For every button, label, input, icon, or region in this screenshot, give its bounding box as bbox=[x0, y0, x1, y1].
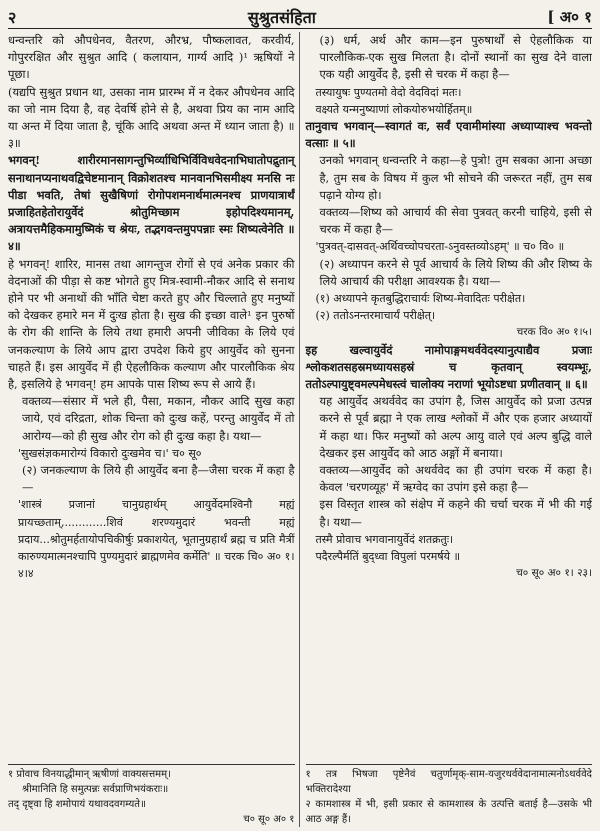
sanskrit-verse: तानुवाच भगवान्—स्वागतं वः, सर्वं एवामीमांस्या अध्याप्याश्च भवन्तो वत्साः ॥ ५॥ bbox=[305, 119, 592, 151]
paragraph: (२) अध्यापन करने से पूर्व आचार्य के लिये शिष्य की और शिष्य के लिये आचार्य की परीक्षा आवश्यक है। यथा— bbox=[319, 256, 592, 288]
footnotes bbox=[306, 760, 593, 827]
footnote-divider bbox=[306, 764, 593, 765]
footnotes bbox=[8, 760, 295, 827]
paragraph: इस विस्तृत शास्त्र को संक्षेप में कहने की चर्चा चरक में भी की गई है। यथा— bbox=[319, 497, 592, 529]
quotation: पदैरल्पैर्मतिं बुद्ध्वा विपुलां परमर्षये ॥ bbox=[315, 550, 461, 564]
footnote-line: श्रीमानिति हि समुत्पन्नः सर्वप्राणिभयंकराः॥ bbox=[22, 784, 169, 795]
footnote-line: १ तत्र भिषजा पृष्टेनैवं चतुर्णामृक्-साम-यजुरथर्ववेदानामात्मनोऽथर्ववेदे भक्तिरादेश्या bbox=[305, 769, 592, 795]
sanskrit-verse: इह खल्वायुर्वेदं नामोपाङ्गमथर्ववेदस्यानुत्पाद्यैव प्रजाः श्लोकशतसहस्रमध्यायसहस्रं च कृतवान् स्वयम्भूः, ततोऽल्पायुष्ट्वमल्पमेधस्त्वं चालोक्य नराणां भूयोऽष्टधा प्रणीतवान् ॥ ६॥ bbox=[305, 342, 592, 392]
footnote-divider bbox=[8, 764, 295, 765]
footnote-reference: च० सू० अ० १ bbox=[243, 814, 295, 825]
paragraph: धन्वन्तरि को औपधेनव, वैतरण, औरभ्र, पौष्कलावत, करवीर्य, गोपुररक्षित और सुश्रुत आदि ( कलायान, गार्ग्य आदि )¹ ऋषियों ने पूछा। bbox=[8, 33, 295, 82]
paragraph: (२) जनकल्याण के लिये ही आयुर्वेद बना है—जैसा चरक में कहा है— bbox=[22, 463, 295, 495]
quotation: 'शास्त्रं प्रजानां चानुग्रहार्थम् आयुर्वेदमश्विनौ मह्यं प्रायच्छताम्,............शिवं शरण्यमुदारं भवन्ती मह्यं प्रदाय...श्रोतुमर्हतायोपचिकीर्षुः प्रकाशयेत्, भूतानुग्रहार्थं ब्रह्म च प्रति मैत्रीं कारुण्यमात्मनश्चापि पुण्यमुदारं ब्राह्मणमेव कर्मेति' ॥ चरक चि० अ० १।४।४ bbox=[18, 498, 295, 581]
paragraph: उनको भगवान् धन्वन्तरि ने कहा—हे पुत्रो! तुम सबका आना अच्छा है, तुम सब के विषय में कुल भी सोचने की जरूरत नहीं, तुम सब पढ़ाने योग्य हो। bbox=[319, 153, 592, 202]
paragraph: (यद्यपि सुश्रुत प्रधान था, उसका नाम प्रारम्भ में न देकर औपधेनव आदि का जो नाम दिया है, वह देवर्षि होने से है, अथवा प्रिय का नाम आदि या अन्त में दिया जाता है, चूंकि आदि अथवा अन्त में ध्यान जाता है) ॥ ३॥ bbox=[8, 84, 295, 151]
paragraph: वक्तव्य—संसार में भले ही, पैसा, मकान, नौकर आदि सुख कहा जाये, एवं दरिद्रता, शोक चिन्ता को दुःख कहें, परन्तु आयुर्वेद में तो आरोग्य—को ही सुख और रोग को ही दुःख कहा है। यथा— bbox=[22, 394, 295, 443]
quotation: तस्यायुषः पुण्यतमो वेदो वेदविदां मतः। bbox=[315, 85, 462, 99]
footnote-line: तद् दृष्ट्वा हि शमोपायं यथावदवगम्यते॥ bbox=[8, 799, 146, 810]
book-title: सुश्रुतसंहिता bbox=[247, 8, 316, 27]
two-column-body bbox=[8, 32, 592, 827]
paragraph: यह आयुर्वेद अथर्ववेद का उपांग है, जिस आयुर्वेद को प्रजा उत्पन्न करने से पूर्व ब्रह्मा ने एक लाख श्लोकों में और एक हजार अध्यायों में कहा था। फिर मनुष्यों को अल्प आयु वाले एवं अल्प बुद्धि वाले देखकर इस आयुर्वेद को आठ अङ्गों में बनाया। bbox=[319, 394, 592, 460]
footnote-line: १ प्रोवाच विनयाद्धीमान् ऋषीणां वाक्यसत्तमम्। bbox=[8, 769, 171, 780]
chapter-label: [ अ० १ bbox=[547, 8, 592, 26]
quotation: तस्मै प्रोवाच भगवानायुर्वेदं शतक्रतुः। bbox=[315, 532, 454, 546]
quotation: (१) अध्यापने कृतबुद्धिराचार्यः शिष्य-मेवादितः परीक्षेत। bbox=[315, 292, 526, 306]
left-column bbox=[8, 32, 299, 827]
citation: च० सू० अ० १। २३। bbox=[516, 567, 592, 580]
footnote-line: २ कामशास्त्र में भी, इसी प्रकार से कामशास्त्र के उत्पत्ति बताई है—उसके भी आठ अङ्ग हैं। bbox=[305, 799, 592, 825]
quotation: 'सुखसंज्ञकमारोग्यं विकारो दुःखमेव च।' च० सू० bbox=[18, 446, 202, 460]
paragraph: वक्तव्य—आयुर्वेद को अथर्ववेद का ही उपांग चरक में कहा है। केवल 'चरणव्यूह' में ऋग्वेद का उपांग इसे कहा है— bbox=[319, 463, 592, 495]
sanskrit-verse: भगवन्! शारीरमानसागन्तुभिर्व्याधिभिर्विविधवेदनाभिघातोपद्रुतान् सनाथानप्यनाथवद्विचेष्टमानान् विक्रोशतश्च मानवानभिसमीक्ष्य मनसि नः पीडा भवति, तेषां सुखैषिणां रोगोपशमनार्थमात्मनश्च प्राणयात्रार्थं प्रजाहितहेतोरायुर्वेदं श्रोतुमिच्छाम इहोपदिश्यमानम्, अत्रायत्तमैहिकमामुष्मिकं च श्रेयः, तद्भगवन्तमुपपन्नाः स्मः शिष्यत्वेनेति ॥ ४॥ bbox=[8, 153, 295, 254]
quotation: 'पुत्रवत्-दासवत्-अर्थिवच्चोपचरता-ऽनुवस्तव्योऽहम्' ॥ च० वि० ॥ bbox=[315, 240, 565, 254]
paragraph: वक्तव्य—शिष्य को आचार्य की सेवा पुत्रवत् करनी चाहिये, इसी से चरक में कहा है— bbox=[319, 205, 592, 237]
right-column bbox=[299, 32, 593, 827]
quotation: (२) ततोऽनन्तरमाचार्यं परीक्षेत्। bbox=[315, 309, 436, 323]
paragraph: (३) धर्म, अर्थ और काम—इन पुरुषार्थों से ऐहलौकिक या पारलौकिक-एक सुख मिलता है। दोनों स्थानों का सुख देने वाला एक यही आयुर्वेद है, इसी से चरक में कहा है— bbox=[319, 33, 592, 82]
page-header bbox=[8, 6, 592, 29]
citation: चरक वि० अ० १।५। bbox=[516, 326, 592, 339]
quotation: वक्ष्यते यन्मनुष्याणां लोकयोरुभयोर्हितम्॥ bbox=[315, 102, 473, 116]
paragraph: हे भगवन्! शारिर, मानस तथा आगन्तुज रोगों से एवं अनेक प्रकार की वेदनाओं की पीड़ा से कष्ट भोगते हुए मित्र-स्वामी-नौकर आदि से सनाथ होने पर भी अनाथों की भाँति चेष्टा करते हुए और चिल्लाते हुए मनुष्यों को देखकर हमारे मन में दुःख होता है। सुख की इच्छा वाले¹ इन पुरुषों के रोग की शान्ति के लिये तथा हमारी अपनी जीविका के लिये एवं जनकल्याण के लिये आप द्वारा उपदेश किये हुए आयुर्वेद को सुनना चाहते हैं। इस आयुर्वेद में ही ऐहलौकिक कल्याण और पारलौकिक श्रेय है, इसलिये हे भगवन्! हम आपके पास शिष्य रूप से आये हैं। bbox=[8, 256, 295, 392]
page-number: २ bbox=[8, 8, 17, 27]
